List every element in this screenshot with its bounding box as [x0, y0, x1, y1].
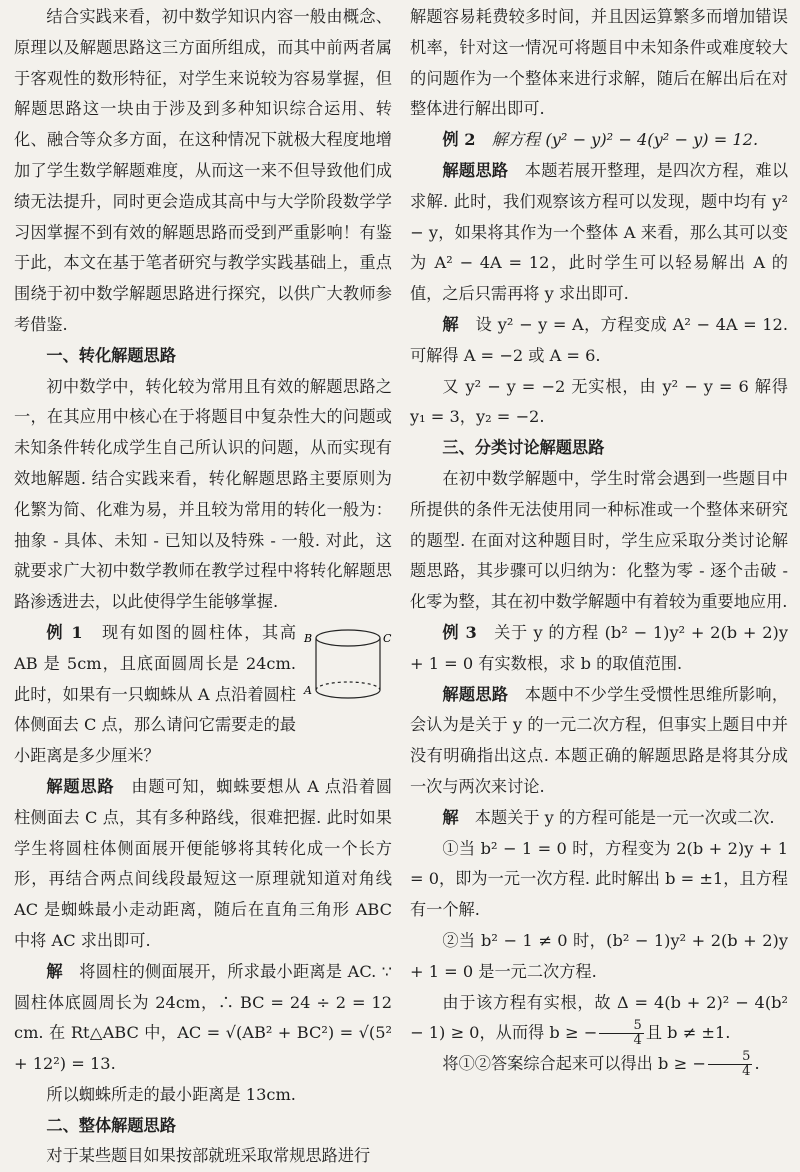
- point-a-label: A: [304, 683, 312, 697]
- idea-2-body: 本题若展开整理，是四次方程，难以求解. 此时，我们观察该方程可以发现，题中均有 y² − y，如果将其作为一个整体 A 来看，那么其可以变为 A² − 4A = 12，此时学生可以轻易解出 A 的值，之后只需再将 y 求出即可.: [410, 160, 789, 304]
- example-2-label: 例 2: [442, 130, 476, 150]
- idea-1-paragraph: [14, 772, 392, 957]
- example-3-body: 关于 y 的方程 (b² − 1)y² + 2(b + 2)y + 1 = 0 有实数根，求 b 的取值范围.: [410, 622, 789, 673]
- section-heading-2: 二、整体解题思路: [46, 1115, 176, 1135]
- example-3-paragraph: [410, 618, 788, 680]
- final-fraction-numerator: 5: [708, 1050, 753, 1065]
- fraction-denominator: 4: [633, 1033, 642, 1049]
- idea-1-label: 解题思路: [46, 776, 115, 796]
- idea-3-label: 解题思路: [442, 684, 509, 704]
- section-1-paragraph: 初中数学中，转化较为常用且有效的解题思路之一，在其应用中核心在于将题目中复杂性大的问题或未知条件转化成学生自己所认识的问题，从而实现有效地解题. 结合实践来看，转化解题思路主要原则为化繁为简、化难为易，并且较为常用的转化一般为：抽象 - 具体、未知 - 已知以及特殊 - 一般. 对此，这就要求广大初中数学教师在教学过程中将转化解题思路渗透进去，以此使得学生能够掌握.: [14, 376, 392, 612]
- right-column: [410, 2, 788, 1080]
- section-3-paragraph: 在初中数学解题中，学生时常会遇到一些题目中所提供的条件无法使用同一种标准或一个整体来研究的题型. 在面对这种题目时，学生应采取分类讨论解题思路，其步骤可以归纳为：化整为零 - 逐个击破 - 化零为整，其在初中数学解题中有着较为重要地应用.: [410, 468, 788, 612]
- solution-1-conclusion: 所以蜘蛛所走的最小距离是 13cm.: [46, 1084, 296, 1104]
- idea-3-paragraph: [410, 680, 788, 803]
- cylinder-figure: [300, 624, 392, 704]
- section-2-paragraph-cont: 解题容易耗费较多时间，并且因运算繁多而增加错误机率，针对这一情况可将题目中未知条件或难度较大的问题作为一个整体来进行求解，随后在解出后在对整体进行解出即可.: [410, 7, 788, 119]
- final-fraction-denominator: 4: [742, 1064, 751, 1080]
- solution-3-label: 解: [442, 807, 459, 827]
- solution-1-paragraph: [14, 957, 392, 1080]
- example-2-paragraph: [410, 125, 788, 156]
- example-1-block: [14, 618, 392, 772]
- final-answer-paragraph: [410, 1049, 788, 1080]
- section-2-paragraph-start: 对于某些题目如果按部就班采取常规思路进行: [46, 1146, 371, 1166]
- fraction-five-fourths: [599, 1019, 644, 1048]
- solution-2-body: 设 y² − y = A，方程变成 A² − 4A = 12. 可解得 A = −2 或 A = 6.: [410, 314, 788, 365]
- example-1-label: 例 1: [46, 622, 83, 642]
- idea-2-paragraph: [410, 156, 788, 310]
- example-3-label: 例 3: [442, 622, 477, 642]
- solution-3-body: 本题关于 y 的方程可能是一元一次或二次.: [474, 807, 775, 827]
- idea-1-body: 由题可知，蜘蛛要想从 A 点沿着圆柱侧面去 C 点，其有多种路线，很难把握. 此时如果学生将圆柱体侧面展开便能够将其转化成一个长方形，再结合两点间线段最短这一原理就知道对角线 AC 是蜘蛛最小走动距离，随后在直角三角形 ABC 中将 AC 求出即可.: [14, 776, 393, 950]
- point-c-label: C: [383, 631, 392, 645]
- solution-3-paragraph: [410, 803, 788, 834]
- point-b-label: B: [304, 631, 313, 645]
- idea-2-label: 解题思路: [442, 160, 509, 180]
- solution-1-body: 将圆柱的侧面展开，所求最小距离是 AC. ∵ 圆柱体底圆周长为 24cm，∴ BC = 24 ÷ 2 = 12 cm. 在 Rt△ABC 中，AC = √(AB² + BC²) = √(5² + 12²) = 13.: [14, 961, 392, 1074]
- section-heading-1: 一、转化解题思路: [46, 345, 176, 365]
- example-1-body: 现有如图的圆柱体，其高 AB 是 5cm，且底面圆周长是 24cm. 此时，如果有一只蜘蛛从 A 点沿着圆柱体侧面去 C 点，那么请问它需要走的最小距离是多少厘米？: [14, 622, 297, 766]
- solution-2-roots: 又 y² − y = −2 无实根，由 y² − y = 6 解得 y₁ = 3，y₂ = −2.: [410, 376, 788, 427]
- final-answer-text: 将①②答案综合起来可以得出 b ≥ −: [442, 1054, 706, 1074]
- discriminant-paragraph: [410, 988, 788, 1050]
- discriminant-tail: 且 b ≠ ±1.: [645, 1023, 731, 1043]
- case-1-paragraph: ①当 b² − 1 = 0 时，方程变为 2(b + 2)y + 1 = 0，即为一元一次方程. 此时解出 b = ±1，且方程有一个解.: [410, 838, 788, 920]
- solution-2-paragraph: [410, 310, 788, 372]
- solution-2-label: 解: [442, 314, 459, 334]
- example-1-text: [14, 618, 296, 772]
- example-2-body: 解方程 (y² − y)² − 4(y² − y) = 12.: [491, 130, 759, 150]
- section-heading-3: 三、分类讨论解题思路: [442, 438, 605, 458]
- intro-paragraph: 结合实践来看，初中数学知识内容一般由概念、原理以及解题思路这三方面所组成，而其中前两者属于客观性的数形特征，对学生来说较为容易掌握，但解题思路这一块由于涉及到多种知识综合运用、转化、融合等众多方面，在这种情况下就极大程度地增加了学生数学解题难度，从而这一来不但导致他们成绩无法提升，同时更会造成其高中与大学阶段数学学习因掌握不到有效的解题思路而受到严重影响！有鉴于此，本文在基于笔者研究与教学实践基础上，重点围绕于初中数学解题思路进行探究，以供广大教师参考借鉴.: [14, 7, 392, 334]
- final-fraction: [708, 1050, 753, 1079]
- solution-1-label: 解: [46, 961, 63, 981]
- case-2-paragraph: ②当 b² − 1 ≠ 0 时，(b² − 1)y² + 2(b + 2)y + 1 = 0 是一元二次方程.: [410, 930, 788, 981]
- left-column: [14, 2, 392, 1172]
- final-answer-tail: .: [754, 1054, 760, 1074]
- fraction-numerator: 5: [599, 1019, 644, 1034]
- idea-3-body: 本题中不少学生受惯性思维所影响，会认为是关于 y 的一元二次方程，但事实上题目中并没有明确指出这点. 本题正确的解题思路是将其分成一次与两次来讨论.: [410, 684, 789, 796]
- discriminant-text: 由于该方程有实根，故 Δ = 4(b + 2)² − 4(b² − 1) ≥ 0，从而得 b ≥ −: [410, 992, 788, 1043]
